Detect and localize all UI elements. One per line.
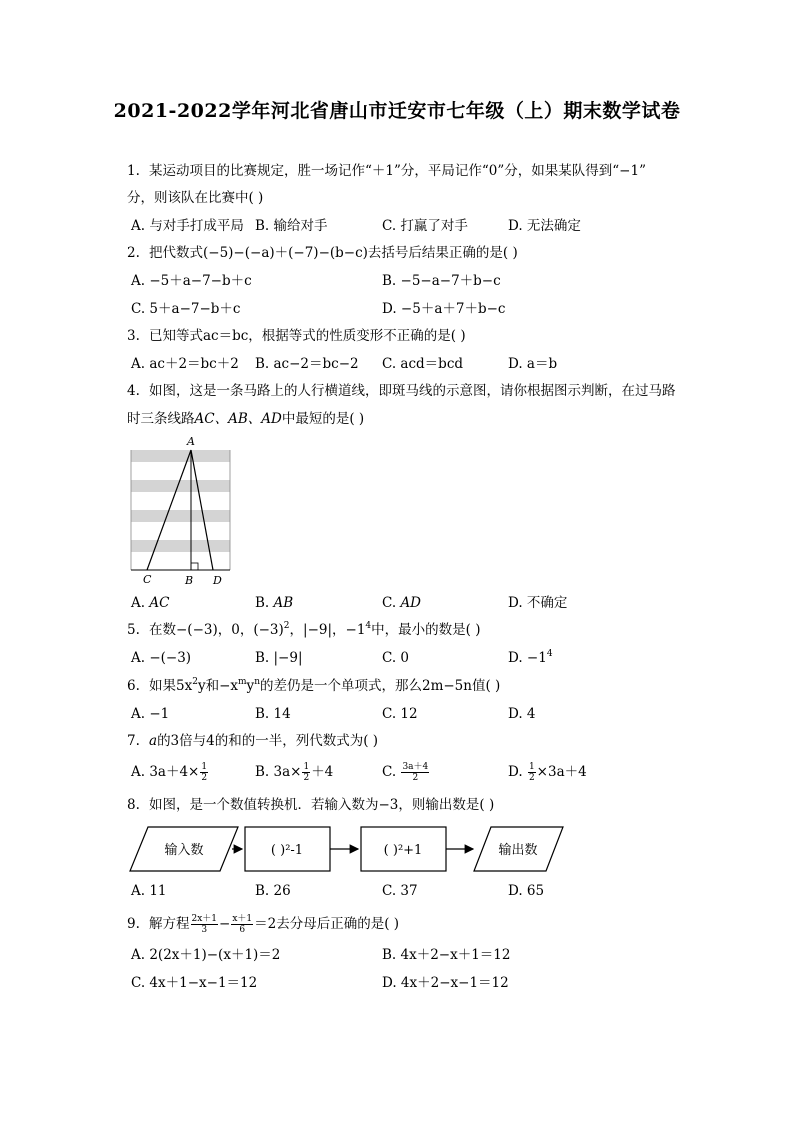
option-a: A. 11 [131, 883, 167, 899]
fraction [401, 762, 429, 783]
fraction [302, 762, 310, 783]
question-text: 如图，这是一条马路上的人行横道线，即斑马线的示意图，请你根据图示判断，在过马路 [149, 383, 676, 399]
flow-input-label: 输入数 [164, 843, 204, 858]
question-6 [127, 676, 500, 696]
denominator: 2 [303, 773, 310, 783]
flow-step1-label: ( )²-1 [270, 843, 304, 858]
question-2 [127, 243, 518, 263]
option-label: A. [131, 595, 146, 611]
option-label: B. 3a× [255, 764, 302, 780]
option-c: C. 打赢了对手 [382, 218, 468, 234]
option-d: D. 不确定 [508, 595, 568, 611]
question-number: 8. [127, 797, 140, 813]
exponent: 4 [365, 621, 372, 631]
question-text-cont: 分，则该队在比赛中( ) [127, 190, 264, 206]
option-b: B. −5−a−7＋b−c [382, 273, 501, 289]
option-value: AB [273, 595, 294, 611]
question-4 [127, 381, 676, 401]
point-d-label: D [213, 574, 222, 587]
text-span: 中最短的是( ) [281, 411, 365, 427]
option-c: C. 37 [382, 883, 418, 899]
option-label: D. [508, 764, 523, 780]
numerator: 1 [201, 762, 208, 772]
option-a [131, 593, 169, 613]
option-b: B. 14 [255, 706, 291, 722]
text-span: 解方程 [149, 916, 190, 932]
question-8 [127, 795, 494, 815]
fraction [528, 762, 536, 783]
variable: a [149, 733, 158, 749]
option-a [131, 762, 209, 783]
question-number: 9. [127, 916, 140, 932]
question-text: 某运动项目的比赛规定，胜一场记作“＋1”分，平局记作“0”分，如果某队得到“−1” [149, 163, 646, 179]
option-b: B. 4x＋2−x＋1＝12 [382, 947, 511, 963]
text-span: ，|−9|，−1 [289, 622, 366, 638]
text-span: − [219, 916, 231, 932]
question-number: 4. [127, 383, 140, 399]
text-span: 在数−(−3)，0，(−3) [149, 622, 284, 638]
text-span: 中，最小的数是( ) [371, 622, 481, 638]
option-c [382, 762, 430, 783]
text-span: y和−x [197, 678, 238, 694]
option-c: C. 4x＋1−x−1＝12 [131, 975, 258, 991]
denominator: 2 [201, 773, 208, 783]
question-number: 6. [127, 678, 140, 694]
denominator: 2 [528, 773, 535, 783]
exam-title: 2021-2022学年河北省唐山市迁安市七年级（上）期末数学试卷 [113, 100, 681, 122]
fraction [200, 762, 208, 783]
denominator: 3 [201, 925, 208, 935]
flow-output-label: 输出数 [498, 843, 538, 858]
question-text: 的3倍与4的和的一半，列代数式为( ) [157, 733, 379, 749]
numerator: 1 [528, 762, 535, 772]
exponent: 2 [283, 621, 290, 631]
point-c-label: C [143, 573, 152, 586]
fraction [231, 914, 253, 935]
numerator: x＋1 [232, 914, 253, 924]
option-c: C. 5＋a−7−b＋c [131, 301, 241, 317]
option-a: A. −1 [131, 706, 170, 722]
text-span: AC、AB、AD [194, 411, 282, 427]
option-a: A. ac＋2＝bc＋2 [131, 356, 239, 372]
question-number: 3. [127, 328, 140, 344]
exponent: m [238, 677, 247, 687]
option-b: B. 26 [255, 883, 291, 899]
numerator: 3a＋4 [402, 762, 429, 772]
option-label: B. [255, 595, 270, 611]
option-b [255, 762, 333, 783]
question-text: 已知等式ac＝bc，根据等式的性质变形不正确的是( ) [149, 328, 466, 344]
question-text: 如图，是一个数值转换机．若输入数为−3，则输出数是( ) [149, 797, 495, 813]
option-a: A. 与对手打成平局 [131, 218, 244, 234]
text-span: 的差仍是一个单项式，那么2m−5n值( ) [259, 678, 501, 694]
crosswalk-figure [128, 432, 238, 592]
fraction [191, 914, 219, 935]
question-5 [127, 620, 480, 640]
numerator: 1 [303, 762, 310, 772]
option-d: D. 4x＋2−x−1＝12 [382, 975, 509, 991]
option-text: ＋4 [311, 764, 334, 780]
option-a: A. −(−3) [131, 650, 192, 666]
question-text-cont [127, 409, 364, 429]
question-number: 7. [127, 733, 140, 749]
option-d [508, 648, 553, 668]
conversion-flowchart [128, 824, 568, 874]
option-d: D. 65 [508, 883, 545, 899]
point-b-label: B [185, 574, 194, 587]
option-d: D. 无法确定 [508, 218, 581, 234]
option-value: AD [400, 595, 422, 611]
exponent: 4 [546, 649, 553, 659]
exponent: n [254, 677, 260, 687]
option-b: B. ac−2＝bc−2 [255, 356, 359, 372]
question-number: 5. [127, 622, 140, 638]
question-text: 把代数式(−5)−(−a)＋(−7)−(b−c)去括号后结果正确的是( ) [149, 245, 518, 261]
point-a-label: A [187, 435, 195, 448]
option-label: D. −1 [508, 650, 547, 666]
numerator: 2x＋1 [191, 914, 218, 924]
option-a: A. 2(2x＋1)−(x＋1)＝2 [131, 947, 281, 963]
text-span: 时三条线路 [127, 411, 195, 427]
option-c [382, 593, 421, 613]
question-number: 1. [127, 163, 140, 179]
option-d [508, 762, 587, 783]
option-label: C. [382, 764, 397, 780]
text-span: ＝2去分母后正确的是( ) [254, 916, 400, 932]
question-3 [127, 326, 466, 346]
question-number: 2. [127, 245, 140, 261]
option-label: C. [382, 595, 397, 611]
question-9 [127, 914, 399, 935]
text-span: 如果5x [149, 678, 193, 694]
denominator: 6 [239, 925, 246, 935]
option-text: ×3a＋4 [536, 764, 587, 780]
option-d: D. −5＋a＋7＋b−c [382, 301, 506, 317]
option-b: B. |−9| [255, 650, 303, 666]
option-d: D. 4 [508, 706, 536, 722]
option-a: A. −5＋a−7−b＋c [131, 273, 252, 289]
option-b: B. 输给对手 [255, 218, 328, 234]
question-1 [127, 161, 646, 181]
option-label: A. 3a＋4× [131, 764, 200, 780]
option-value: AC [149, 595, 170, 611]
denominator: 2 [412, 773, 419, 783]
question-7 [127, 731, 378, 751]
exponent: 2 [192, 677, 198, 687]
option-c: C. 12 [382, 706, 418, 722]
flow-step2-label: ( )²+1 [383, 843, 423, 858]
option-d: D. a＝b [508, 356, 558, 372]
text-span: y [246, 678, 255, 694]
option-b [255, 593, 293, 613]
option-c: C. acd＝bcd [382, 356, 464, 372]
option-c: C. 0 [382, 650, 410, 666]
